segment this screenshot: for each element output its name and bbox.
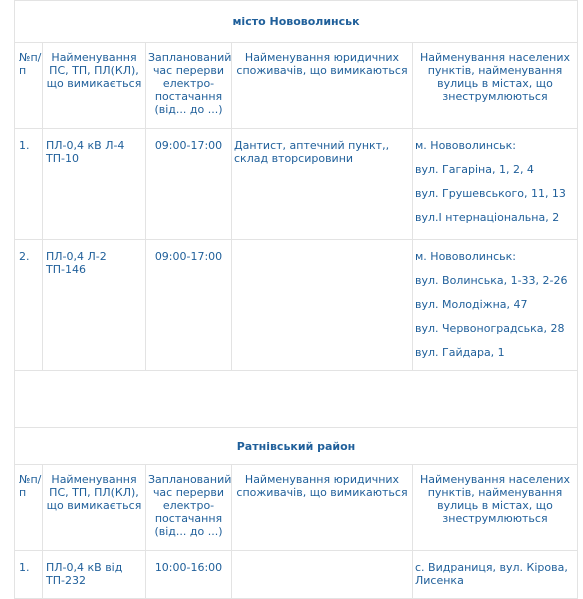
table-row: [15, 240, 578, 371]
header-number: №п/п: [15, 43, 43, 129]
row-consumers: Дантист, аптечний пункт,, склад вторсировини: [232, 129, 413, 240]
row-locations: [413, 240, 578, 371]
table-header-row: [15, 465, 578, 551]
row-object: ПЛ-0,4 Л-2 ТП-146: [43, 240, 146, 371]
section-title: Ратнівський район: [15, 428, 578, 465]
row-number: 2.: [15, 240, 43, 371]
location-line: вул.І нтернаціональна, 2: [415, 211, 560, 224]
header-locations: Найменування населених пунктів, найменування вулиць в містах, що знеструмлюються: [413, 465, 578, 551]
row-time: 09:00-17:00: [146, 129, 232, 240]
header-time: Запланований час перерви електро-постачання (від... до ...): [146, 43, 232, 129]
header-object: Найменування ПС, ТП, ПЛ(КЛ), що вимикається: [43, 43, 146, 129]
location-line: вул. Грушевського, 11, 13: [415, 187, 566, 200]
location-line: вул. Червоноградська, 28: [415, 322, 565, 335]
location-line: м. Нововолинськ:: [415, 139, 516, 152]
table-header-row: [15, 43, 578, 129]
row-consumers: [232, 240, 413, 371]
outage-schedule-table: [14, 0, 578, 599]
row-time: 09:00-17:00: [146, 240, 232, 371]
location-line: м. Нововолинськ:: [415, 250, 516, 263]
location-line: вул. Гайдара, 1: [415, 346, 505, 359]
row-number: 1.: [15, 129, 43, 240]
row-number: 1.: [15, 551, 43, 599]
row-locations: с. Видраниця, вул. Кірова, Лисенка: [413, 551, 578, 599]
table-row: [15, 129, 578, 240]
header-object: Найменування ПС, ТП, ПЛ(КЛ), що вимикається: [43, 465, 146, 551]
location-line: вул. Молодіжна, 47: [415, 298, 528, 311]
location-line: вул. Гагаріна, 1, 2, 4: [415, 163, 534, 176]
section-title: місто Нововолинськ: [15, 1, 578, 43]
table-row: [15, 551, 578, 599]
section-title-row: [15, 428, 578, 465]
section-title-row: [15, 1, 578, 43]
row-object: ПЛ-0,4 кВ від ТП-232: [43, 551, 146, 599]
header-consumers: Найменування юридичних споживачів, що вимикаються: [232, 43, 413, 129]
location-line: вул. Волинська, 1-33, 2-26: [415, 274, 568, 287]
header-number: №п/п: [15, 465, 43, 551]
header-time: Запланований час перерви електро-постачання (від... до ...): [146, 465, 232, 551]
row-consumers: [232, 551, 413, 599]
section-spacer: [15, 371, 578, 428]
header-locations: Найменування населених пунктів, найменування вулиць в містах, що знеструмлюються: [413, 43, 578, 129]
header-consumers: Найменування юридичних споживачів, що вимикаються: [232, 465, 413, 551]
row-object: ПЛ-0,4 кВ Л-4 ТП-10: [43, 129, 146, 240]
row-locations: [413, 129, 578, 240]
row-time: 10:00-16:00: [146, 551, 232, 599]
